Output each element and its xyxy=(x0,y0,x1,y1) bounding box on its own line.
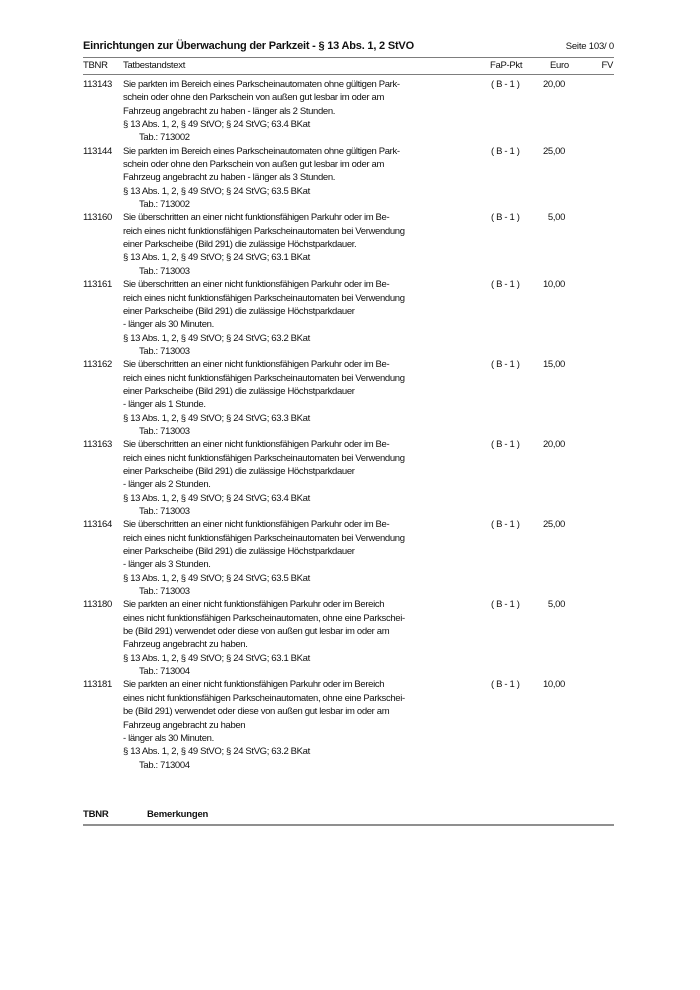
row-tatbestandstext xyxy=(123,278,495,358)
table-row xyxy=(83,145,614,212)
row-tbnr: 113161 xyxy=(83,279,112,291)
column-header-tatbestandstext: Tatbestandstext xyxy=(123,60,186,71)
row-law-reference: § 13 Abs. 1, 2, § 49 StVO; § 24 StVG; 63.3 BKat xyxy=(123,412,310,424)
row-tab-reference: Tab.: 713004 xyxy=(139,666,190,678)
row-tatbestandstext xyxy=(123,358,495,438)
row-fap-pkt: ( B - 1 ) xyxy=(491,679,520,691)
row-law-reference: § 13 Abs. 1, 2, § 49 StVO; § 24 StVG; 63.5 BKat xyxy=(123,572,310,584)
bemerkungen-rule xyxy=(83,824,614,826)
row-tbnr: 113160 xyxy=(83,212,112,224)
row-law-reference: § 13 Abs. 1, 2, § 49 StVO; § 24 StVG; 63.2 BKat xyxy=(123,332,310,344)
row-law-reference: § 13 Abs. 1, 2, § 49 StVO; § 24 StVG; 63.5 BKat xyxy=(123,185,310,197)
row-tab-reference: Tab.: 713004 xyxy=(139,759,190,771)
row-text-line: Fahrzeug angebracht zu haben xyxy=(123,719,246,731)
row-tbnr: 113181 xyxy=(83,679,112,691)
row-euro: 10,00 xyxy=(542,679,565,691)
row-euro: 5,00 xyxy=(547,599,565,611)
row-text-line: reich eines nicht funktionsfähigen Parkscheinautomaten bei Verwendung xyxy=(123,292,405,304)
table-row xyxy=(83,518,614,598)
table-header-row xyxy=(83,58,614,75)
row-euro: 20,00 xyxy=(542,439,565,451)
document-header xyxy=(83,40,614,52)
row-euro: 25,00 xyxy=(542,145,565,157)
page-number: Seite 103/ 0 xyxy=(565,41,614,52)
row-tab-reference: Tab.: 713002 xyxy=(139,132,190,144)
row-text-line: Sie parkten im Bereich eines Parkscheinautomaten ohne gültigen Park- xyxy=(123,79,400,90)
table-row xyxy=(83,211,614,278)
row-tbnr: 113144 xyxy=(83,145,112,157)
row-fap-pkt: ( B - 1 ) xyxy=(491,439,520,451)
row-euro: 15,00 xyxy=(542,359,565,371)
row-text-line: - länger als 2 Stunden. xyxy=(123,479,211,491)
row-text-line: reich eines nicht funktionsfähigen Parkscheinautomaten bei Verwendung xyxy=(123,452,405,464)
row-fap-pkt: ( B - 1 ) xyxy=(491,279,520,291)
row-text-line: Fahrzeug angebracht zu haben - länger als 2 Stunden. xyxy=(123,105,336,117)
row-text-line: be (Bild 291) verwendet oder diese von außen gut lesbar im oder am xyxy=(123,706,390,718)
row-tatbestandstext xyxy=(123,145,495,212)
row-text-line: Fahrzeug angebracht zu haben - länger als 3 Stunden. xyxy=(123,172,336,184)
table-body xyxy=(83,75,614,772)
bemerkungen-tbnr-label: TBNR xyxy=(83,808,109,820)
page-content xyxy=(83,40,614,826)
row-text-line: eines nicht funktionsfähigen Parkscheinautomaten, ohne eine Parkschei- xyxy=(123,612,405,624)
row-text-line: Sie parkten an einer nicht funktionsfähigen Parkuhr oder im Bereich xyxy=(123,679,385,691)
bemerkungen-label: Bemerkungen xyxy=(147,808,209,820)
row-text-line: Sie überschritten an einer nicht funktionsfähigen Parkuhr oder im Be- xyxy=(123,519,390,531)
table-row xyxy=(83,278,614,358)
row-text-line: reich eines nicht funktionsfähigen Parkscheinautomaten bei Verwendung xyxy=(123,372,405,384)
column-header-fap-pkt: FaP-Pkt xyxy=(490,60,523,71)
row-law-reference: § 13 Abs. 1, 2, § 49 StVO; § 24 StVG; 63.2 BKat xyxy=(123,746,310,758)
row-tab-reference: Tab.: 713003 xyxy=(139,425,190,437)
row-text-line: einer Parkscheibe (Bild 291) die zulässige Höchstparkdauer xyxy=(123,465,355,477)
row-euro: 25,00 xyxy=(542,519,565,531)
row-text-line: be (Bild 291) verwendet oder diese von außen gut lesbar im oder am xyxy=(123,626,390,638)
row-fap-pkt: ( B - 1 ) xyxy=(491,519,520,531)
row-tatbestandstext xyxy=(123,211,495,278)
row-text-line: - länger als 30 Minuten. xyxy=(123,319,214,331)
row-text-line: einer Parkscheibe (Bild 291) die zulässige Höchstparkdauer xyxy=(123,305,355,317)
row-tatbestandstext xyxy=(123,518,495,598)
row-tab-reference: Tab.: 713003 xyxy=(139,265,190,277)
row-text-line: schein oder ohne den Parkschein von außen gut lesbar im oder am xyxy=(123,159,385,171)
row-text-line: Fahrzeug angebracht zu haben. xyxy=(123,639,248,651)
row-tbnr: 113143 xyxy=(83,79,112,90)
row-tbnr: 113163 xyxy=(83,439,112,451)
row-text-line: einer Parkscheibe (Bild 291) die zulässige Höchstparkdauer xyxy=(123,385,355,397)
table-row xyxy=(83,358,614,438)
row-text-line: Sie überschritten an einer nicht funktionsfähigen Parkuhr oder im Be- xyxy=(123,212,390,224)
row-tbnr: 113162 xyxy=(83,359,112,371)
row-text-line: - länger als 30 Minuten. xyxy=(123,732,214,744)
row-text-line: Sie parkten im Bereich eines Parkscheinautomaten ohne gültigen Park- xyxy=(123,145,400,157)
row-text-line: - länger als 1 Stunde. xyxy=(123,399,206,411)
row-fap-pkt: ( B - 1 ) xyxy=(491,212,520,224)
row-tatbestandstext xyxy=(123,678,495,771)
row-euro: 5,00 xyxy=(547,212,565,224)
row-text-line: reich eines nicht funktionsfähigen Parkscheinautomaten bei Verwendung xyxy=(123,532,405,544)
row-tab-reference: Tab.: 713003 xyxy=(139,506,190,517)
row-text-line: - länger als 3 Stunden. xyxy=(123,559,211,571)
row-fap-pkt: ( B - 1 ) xyxy=(491,145,520,157)
row-law-reference: § 13 Abs. 1, 2, § 49 StVO; § 24 StVG; 63.4 BKat xyxy=(123,492,310,504)
row-text-line: Sie überschritten an einer nicht funktionsfähigen Parkuhr oder im Be- xyxy=(123,359,390,371)
row-euro: 10,00 xyxy=(542,279,565,291)
row-tab-reference: Tab.: 713003 xyxy=(139,345,190,357)
row-text-line: Sie überschritten an einer nicht funktionsfähigen Parkuhr oder im Be- xyxy=(123,279,390,291)
table-row xyxy=(83,678,614,771)
column-header-euro: Euro xyxy=(550,60,569,71)
row-fap-pkt: ( B - 1 ) xyxy=(491,599,520,611)
column-header-fv: FV xyxy=(601,60,613,71)
table-row xyxy=(83,78,614,145)
row-tatbestandstext xyxy=(123,598,495,678)
row-tab-reference: Tab.: 713003 xyxy=(139,586,190,598)
table-row xyxy=(83,598,614,678)
row-tab-reference: Tab.: 713002 xyxy=(139,199,190,211)
row-fap-pkt: ( B - 1 ) xyxy=(491,79,520,90)
row-text-line: einer Parkscheibe (Bild 291) die zulässige Höchstparkdauer. xyxy=(123,239,357,251)
row-law-reference: § 13 Abs. 1, 2, § 49 StVO; § 24 StVG; 63.1 BKat xyxy=(123,652,310,664)
row-text-line: Sie überschritten an einer nicht funktionsfähigen Parkuhr oder im Be- xyxy=(123,439,390,451)
column-header-tbnr: TBNR xyxy=(83,60,108,71)
row-tatbestandstext xyxy=(123,78,495,145)
row-law-reference: § 13 Abs. 1, 2, § 49 StVO; § 24 StVG; 63.1 BKat xyxy=(123,252,310,264)
row-text-line: Sie parkten an einer nicht funktionsfähigen Parkuhr oder im Bereich xyxy=(123,599,385,611)
table-row xyxy=(83,438,614,518)
row-text-line: reich eines nicht funktionsfähigen Parkscheinautomaten bei Verwendung xyxy=(123,225,405,237)
row-tbnr: 113164 xyxy=(83,519,112,531)
row-fap-pkt: ( B - 1 ) xyxy=(491,359,520,371)
row-text-line: einer Parkscheibe (Bild 291) die zulässige Höchstparkdauer xyxy=(123,546,355,558)
row-text-line: eines nicht funktionsfähigen Parkscheinautomaten, ohne eine Parkschei- xyxy=(123,692,405,704)
row-law-reference: § 13 Abs. 1, 2, § 49 StVO; § 24 StVG; 63.4 BKat xyxy=(123,119,310,131)
page-title: Einrichtungen zur Überwachung der Parkzeit - § 13 Abs. 1, 2 StVO xyxy=(83,40,414,52)
row-euro: 20,00 xyxy=(542,79,565,90)
row-tbnr: 113180 xyxy=(83,599,112,611)
row-text-line: schein oder ohne den Parkschein von außen gut lesbar im oder am xyxy=(123,92,385,104)
row-tatbestandstext xyxy=(123,438,495,518)
bemerkungen-header-row xyxy=(83,809,614,821)
